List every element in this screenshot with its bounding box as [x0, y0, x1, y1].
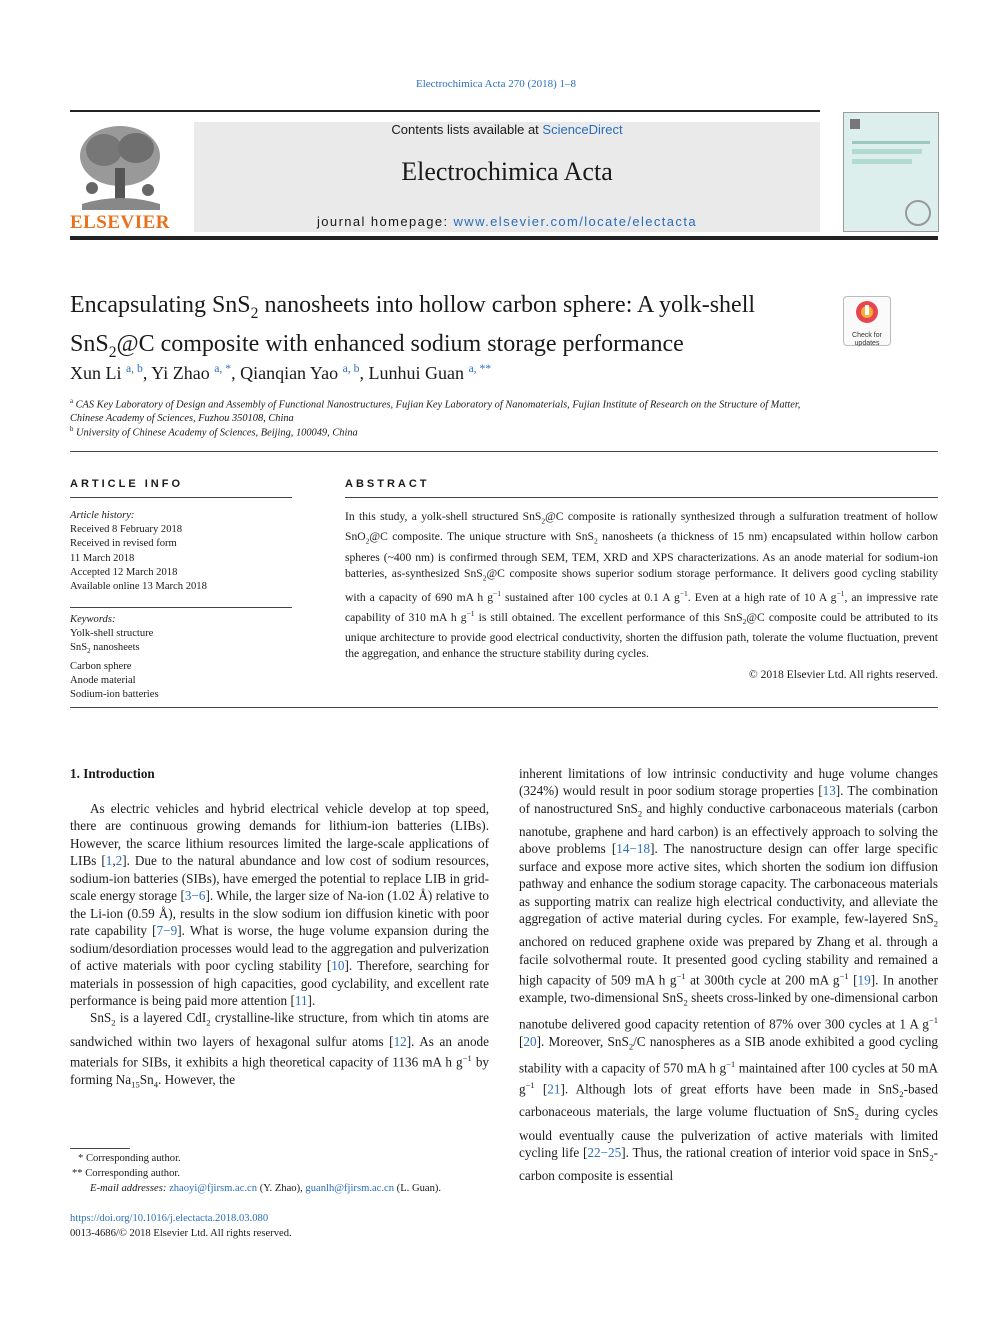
footnote-rule	[70, 1148, 130, 1149]
keyword-item: Anode material	[70, 674, 136, 686]
author-list: Xun Li $^{a, b}$, Yi Zhao $^{a, *}$, Qianqian Yao $^{a, b}$, Lunhui Guan $^{a, **}$	[70, 362, 492, 383]
article-title: Encapsulating SnS$_2$ nanosheets into hollow carbon sphere: A yolk-shell SnS$_2$@C composite with enhanced sodium storage performance	[70, 292, 756, 361]
elsevier-logo	[68, 118, 172, 234]
history-item: Received in revised form	[70, 538, 177, 550]
footnote-corresponding-2: ** Corresponding author.	[72, 1168, 180, 1179]
info-rule	[70, 497, 292, 498]
check-updates-icon	[844, 297, 890, 327]
contents-line: Contents lists available at ScienceDirect	[391, 122, 623, 137]
affiliation-b: $^b$ University of Chinese Academy of Sciences, Beijing, 100049, China	[70, 426, 358, 439]
homepage-link[interactable]: www.elsevier.com/locate/electacta	[453, 214, 697, 229]
section-heading-introduction: 1. Introduction	[70, 766, 155, 781]
journal-reference[interactable]: Electrochimica Acta 270 (2018) 1–8	[415, 78, 577, 90]
doi-block	[70, 1211, 292, 1241]
journal-cover-thumbnail[interactable]	[843, 112, 939, 232]
history-label: Article history:	[70, 510, 135, 521]
footnotes	[70, 1151, 441, 1196]
keyword-item: Carbon sphere	[70, 660, 132, 672]
header-bottom-rule	[70, 236, 938, 240]
keywords-label: Keywords:	[70, 614, 116, 625]
body-column-right	[519, 765, 938, 1185]
abstract-text: In this study, a yolk-shell structured SnS$_2$@C composite is rationally synthesized through a sulfuration treatment of hollow SnO$_2$@C composite. The unique structure with SnS$_2$ nanosheets (a thickness of 15 nm) encapsulated within hollow carbon spheres (~400 nm) is confirmed through SEM, TEM, XRD and XPS characterizations. As an anode material for sodium-ion batteries, as-synthesized SnS$_2$@C composite shows superior sodium storage performance. It delivers good cycling stability with a capacity of 690 mA h $g^{-1}$ sustained after 100 cycles at 0.1 A $g^{-1}$. Even at a high rate of 10 A $g^{-1}$, an impressive rate capability of 310 mA h $g^{-1}$ is still obtained. The excellent performance of this SnS$_2$@C composite could be attributed to its unique architecture to provide good electrical conductivity, shorten the diffusion path, tolerate the volume fluctuation, prevent the aggregation, and enhance the structure stability during cycles.	[345, 510, 939, 660]
keyword-item: SnS$_2$ nanosheets	[70, 642, 140, 656]
abstract-copyright: © 2018 Elsevier Ltd. All rights reserved.	[748, 668, 938, 681]
history-item: 11 March 2018	[70, 552, 135, 564]
check-for-updates-badge[interactable]	[843, 296, 891, 346]
keywords	[70, 613, 159, 702]
abstract-rule	[345, 497, 938, 498]
body-column-left	[70, 800, 489, 1094]
keyword-item: Yolk-shell structure	[70, 628, 154, 640]
header-rule	[70, 110, 820, 112]
cover-image-icon	[844, 113, 938, 231]
keywords-rule	[70, 607, 292, 608]
paragraph: SnS$_2$ is a layered CdI$_2$ crystalline-like structure, from which tin atoms are sandwiched within two layers of hexagonal sulfur atoms [12]. As an anode materials for SIBs, it exhibits a high theoretical capacity of 1136 mA h $g^{-1}$ by forming $Na_{15}Sn_4$. However, the	[70, 1010, 490, 1090]
article-history	[70, 509, 207, 594]
history-item: Accepted 12 March 2018	[70, 566, 178, 578]
sciencedirect-link[interactable]: ScienceDirect	[542, 122, 623, 137]
footnote-emails[interactable]: E-mail addresses: zhaoyi@fjirsm.ac.cn (Y. Zhao), guanlh@fjirsm.ac.cn (L. Guan).	[90, 1183, 442, 1194]
journal-title: Electrochimica Acta	[401, 157, 613, 186]
article-info-heading: ARTICLE INFO	[70, 478, 183, 490]
front-matter-rule	[70, 707, 938, 708]
doi-link[interactable]: https://doi.org/10.1016/j.electacta.2018.03.080	[70, 1213, 269, 1224]
publisher-name: ELSEVIER	[69, 212, 171, 233]
affiliation-rule	[70, 451, 938, 452]
check-updates-label: Check for updates	[852, 332, 882, 347]
paragraph: inherent limitations of low intrinsic conductivity and huge volume changes (324%) would result in poor sodium storage properties [13]. The combination of nanostructured SnS$_2$ and highly conductive carbonaceous materials (carbon nanotube, graphene and hard carbon) is an effectively approach to solving the above problems [14−18]. The nanostructure design can offer large specific surface and expose more active sites, which shorten the sodium ion diffusion pathway and enhance the sodium storage capacity. The carbonaceous materials as supporting matrix can realize high electrical conductivity, and alleviate the aggregation of active material during cycles. For example, few-layered SnS$_2$ anchored on reduced graphene oxide was prepared by Zhang et al. through a facile solvothermal route. It presented good cycling stability and remained a high capacity of 509 mA h $g^{-1}$ at 300th cycle at 200 mA $g^{-1}$ [19]. In another example, two-dimensional SnS$_2$ sheets cross-linked by one-dimensional carbon nanotube delivered good capacity retention of 87% over 300 cycles at 1 A $g^{-1}$ [20]. Moreover, SnS$_2$/C nanospheres as a SIB anode exhibited a good cycling stability with a capacity of 570 mA h $g^{-1}$ maintained after 100 cycles at 50 mA $g^{-1}$ [21]. Although lots of great efforts have been made in SnS$_2$-based carbonaceous materials, the large volume fluctuation of SnS$_2$ during cycles would eventually cause the pulverization of active materials with limited cycling life [22−25]. Thus, the rational creation of interior void space in SnS$_2$-carbon composite is essential	[519, 766, 939, 1184]
affiliation-a: $^a$ CAS Key Laboratory of Design and Assembly of Functional Nanostructures, Fujian Key Laboratory of Nanomaterials, Fujian Institute of Research on the Structure of Matter, Chinese Academy of Sciences, Fuzhou 350108, China	[70, 398, 801, 425]
footnote-corresponding-1: * Corresponding author.	[78, 1153, 181, 1164]
paragraph: As electric vehicles and hybrid electrical vehicle develop at top speed, there are continuous growing demands for lithium-ion batteries (LIBs). However, the scarce lithium resources limited the large-scale applications of LIBs [1,2]. Due to the natural abundance and low cost of sodium resources, sodium-ion batteries (SIBs), have emerged the potential to replace LIB in grid-scale energy storage [3−6]. While, the larger size of Na-ion (1.02 Å) relative to the Li-ion (0.59 Å), results in the slow sodium ion diffusion kinetic with poor rate capability [7−9]. What is worse, the huge volume expansion during the sodium/desordiation processes would lead to the aggregation and pulverization of active materials with poor cycling stability [10]. Therefore, searching for materials in possession of high capacities, good cyclability, and excellent rate performance is being paid more attention [11].	[70, 801, 489, 1008]
history-item: Received 8 February 2018	[70, 524, 183, 536]
keyword-item: Sodium-ion batteries	[70, 689, 159, 701]
issn-copyright: 0013-4686/© 2018 Elsevier Ltd. All rights reserved.	[70, 1228, 292, 1239]
journal-homepage: journal homepage: www.elsevier.com/locate/electacta	[317, 214, 697, 229]
abstract-heading: ABSTRACT	[345, 478, 430, 490]
history-item: Available online 13 March 2018	[70, 581, 207, 593]
